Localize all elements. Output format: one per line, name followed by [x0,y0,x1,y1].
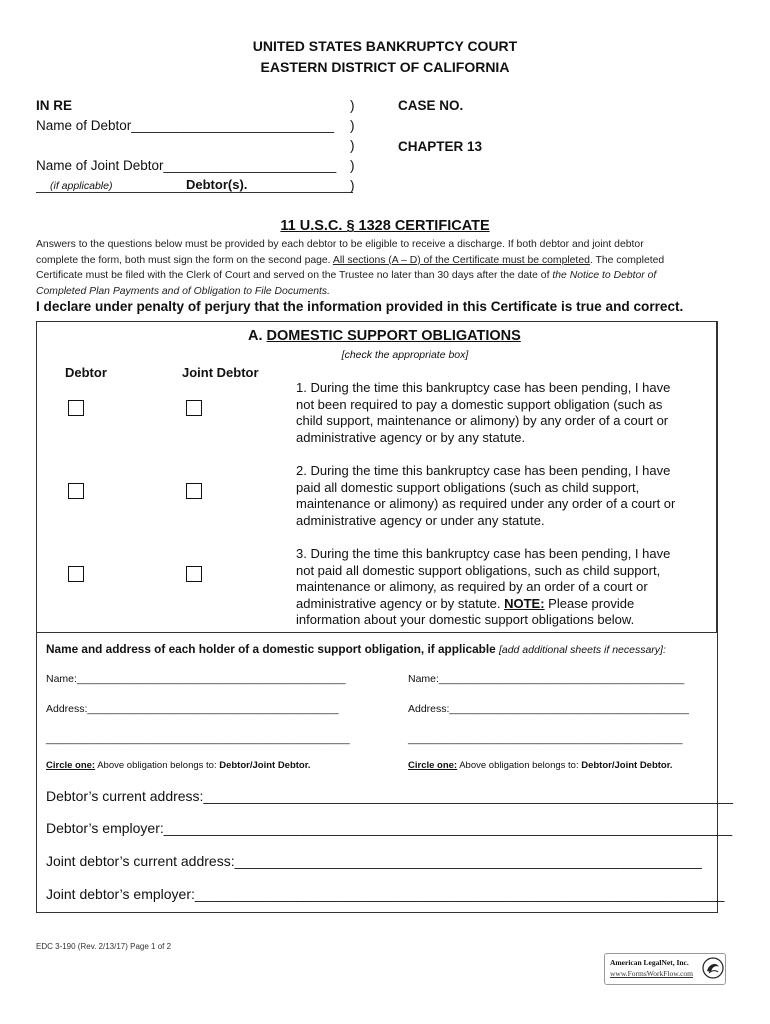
joint-debtor-current-address-field[interactable]: Joint debtor’s current address:____________________________________________________________ [46,853,702,869]
caption-paren: ) [350,178,355,193]
certificate-heading: 11 U.S.C. § 1328 CERTIFICATE [280,218,490,234]
option-2-joint-checkbox[interactable] [186,483,202,499]
option-2-debtor-checkbox[interactable] [68,483,84,499]
holder-address-left-line2[interactable]: ____________________________________________________ [46,733,350,745]
chapter-label: CHAPTER 13 [398,139,483,154]
intro-line-1: Answers to the questions below must be provided by each debtor to be eligible to receive a discharge. If both debtor and joint debtor [36,239,644,250]
vendor-logo-icon [702,957,724,979]
option-1-debtor-checkbox[interactable] [68,400,84,416]
court-name: UNITED STATES BANKRUPTCY COURT [252,38,518,54]
holder-name-right-field[interactable]: Name:__________________________________________ [408,673,685,685]
debtors-label: Debtor(s). [146,177,353,193]
vendor-badge [604,953,726,985]
circle-one-left: Circle one: Above obligation belongs to: Debtor/Joint Debtor. [46,760,311,771]
vendor-name: American LegalNet, Inc. [610,958,689,967]
holder-name-left-field[interactable]: Name:______________________________________________ [46,673,346,685]
case-no-label: CASE NO. [398,98,464,113]
option-2-text: 2. During the time this bankruptcy case has been pending, I have paid all domestic support obligations (such as child support, maintenance or alimony) as required under any order of a court or administrative agency or under any statute. [296,463,676,528]
circle-one-right: Circle one: Above obligation belongs to: Debtor/Joint Debtor. [408,760,673,771]
vendor-url[interactable]: www.FormsWorkFlow.com [610,969,694,978]
option-3-text: 3. During the time this bankruptcy case has been pending, I have not paid all domestic support obligations, such as child support, maintenance or alimony, as required by an order of a court or administrative agency or by statute. NOTE: Please provide information about your domestic support obligations below. [296,546,671,627]
section-a-instruction: [check the appropriate box] [341,349,469,361]
caption-paren: ) [350,138,355,153]
caption-paren: ) [350,118,355,133]
option-3-debtor-checkbox[interactable] [68,566,84,582]
holder-heading: Name and address of each holder of a domestic support obligation, if applicable [add additional sheets if necessary]: [46,642,666,656]
caption-paren: ) [350,158,355,173]
court-district: EASTERN DISTRICT OF CALIFORNIA [260,59,510,75]
option-1-text: 1. During the time this bankruptcy case has been pending, I have not been required to pay a domestic support obligation (such as child support, maintenance or alimony) by any order of a court or administrative agency or by any statute. [296,380,671,445]
debtor-current-address-field[interactable]: Debtor’s current address:____________________________________________________________________ [46,788,733,804]
debtor-name-field[interactable]: Name of Debtor___________________________ [36,118,335,133]
joint-debtor-employer-field[interactable]: Joint debtor’s employer:____________________________________________________________________ [46,886,725,902]
section-a-title: A. DOMESTIC SUPPORT OBLIGATIONS [248,328,521,344]
debtor-employer-field[interactable]: Debtor’s employer:_________________________________________________________________________ [46,820,733,836]
joint-debtor-name-field[interactable]: Name of Joint Debtor_______________________ [36,158,337,173]
intro-line-4: Completed Plan Payments and of Obligation to File Documents. [36,285,330,297]
holder-address-right-line2[interactable]: _______________________________________________ [408,733,683,745]
intro-line-2: complete the form, both must sign the form on the second page. All sections (A – D) of the Certificate must be completed. The completed [36,254,665,266]
caption-paren: ) [350,98,355,113]
option-3-joint-checkbox[interactable] [186,566,202,582]
declaration-statement: I declare under penalty of perjury that the information provided in this Certificate is true and correct. [36,299,684,314]
option-1-joint-checkbox[interactable] [186,400,202,416]
holder-address-left-field[interactable]: Address:___________________________________________ [46,703,339,715]
col-joint-debtor-header: Joint Debtor [182,365,259,380]
holder-address-right-field[interactable]: Address:_________________________________________ [408,703,689,715]
form-identifier: EDC 3-190 (Rev. 2/13/17) Page 1 of 2 [36,942,172,951]
col-debtor-header: Debtor [65,365,107,380]
in-re-label: IN RE [36,98,73,113]
if-applicable-note: (if applicable) [36,180,146,193]
intro-line-3: Certificate must be filed with the Clerk of Court and served on the Trustee no later than 30 days after the date of the Notice to Debtor of [36,270,657,281]
